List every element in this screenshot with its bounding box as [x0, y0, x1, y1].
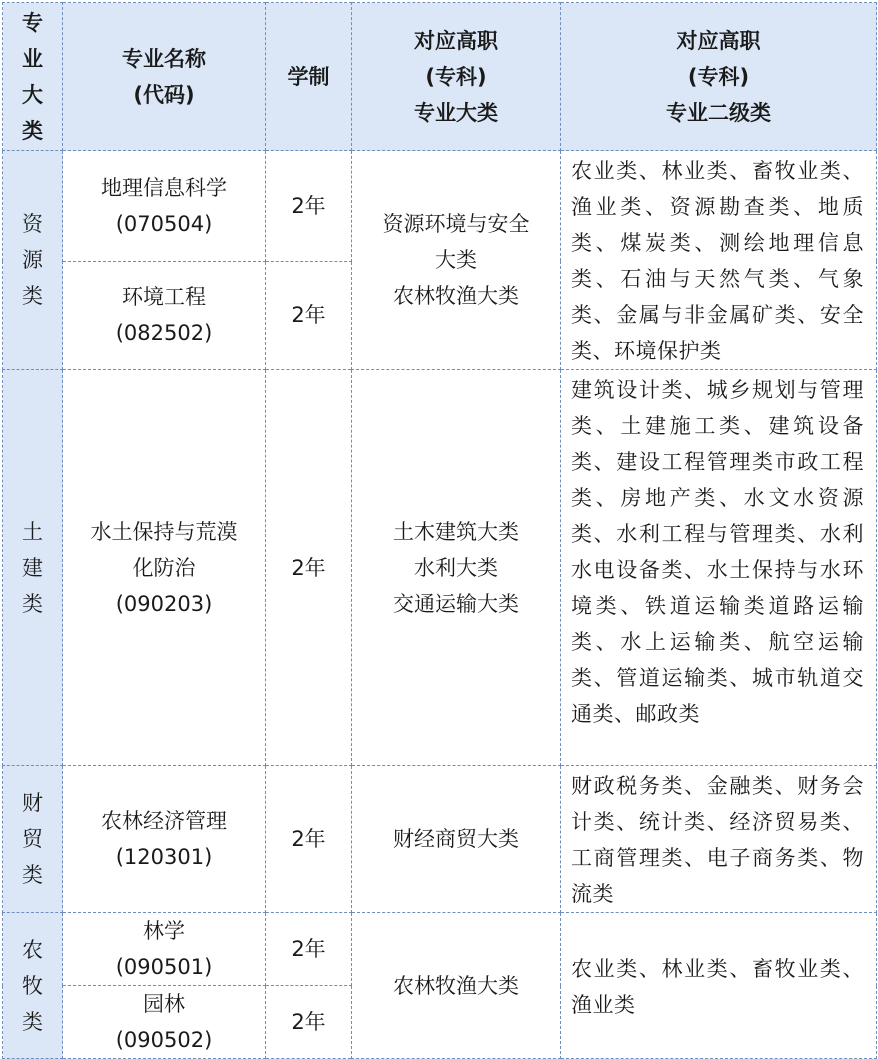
table-row: [3, 766, 877, 913]
major-cell: 园林 (090502): [63, 986, 266, 1059]
sub-class-cell: 建筑设计类、城乡规划与管理类、土建施工类、建筑设备类、建设工程管理类市政工程类、房地产类、水文水资源类、水利工程与管理类、水利水电设备类、水土保持与水环境类、铁道运输类道路运输类、水上运输类、航空运输类、管道运输类、城市轨道交通类、邮政类: [561, 370, 877, 766]
header-major: 专业名称 (代码): [63, 3, 266, 151]
major-mapping-table: [2, 2, 877, 1059]
category-cell-resources: 资源类: [3, 151, 63, 370]
header-row: [3, 3, 877, 151]
header-vocational-major-class: 对应高职 (专科) 专业大类: [352, 3, 561, 151]
header-category: 专业大类: [3, 3, 63, 151]
category-cell-agriculture: 农牧类: [3, 913, 63, 1059]
sub-class-cell: 财政税务类、金融类、财务会计类、统计类、经济贸易类、工商管理类、电子商务类、物流类: [561, 766, 877, 913]
sub-class-cell: 农业类、林业类、畜牧业类、渔业类、资源勘查类、地质类、煤炭类、测绘地理信息类、石油与天然气类、气象类、金属与非金属矿类、安全类、环境保护类: [561, 151, 877, 370]
major-cell: 环境工程 (082502): [63, 261, 266, 370]
table-row: [3, 151, 877, 262]
sub-class-cell: 农业类、林业类、畜牧业类、渔业类: [561, 913, 877, 1059]
duration-cell: 2年: [266, 261, 352, 370]
duration-cell: 2年: [266, 151, 352, 262]
major-cell: 林学 (090501): [63, 913, 266, 986]
duration-cell: 2年: [266, 913, 352, 986]
table-row: [3, 370, 877, 766]
duration-cell: 2年: [266, 766, 352, 913]
header-vocational-sub-class: 对应高职 (专科) 专业二级类: [561, 3, 877, 151]
major-class-cell: 财经商贸大类: [352, 766, 561, 913]
duration-cell: 2年: [266, 986, 352, 1059]
major-cell: 地理信息科学 (070504): [63, 151, 266, 262]
header-duration: 学制: [266, 3, 352, 151]
category-cell-civil: 土建类: [3, 370, 63, 766]
major-class-cell: 农林牧渔大类: [352, 913, 561, 1059]
major-class-cell: 资源环境与安全 大类 农林牧渔大类: [352, 151, 561, 370]
major-cell: 农林经济管理 (120301): [63, 766, 266, 913]
duration-cell: 2年: [266, 370, 352, 766]
major-cell: 水土保持与荒漠 化防治 (090203): [63, 370, 266, 766]
major-class-cell: 土木建筑大类 水利大类 交通运输大类: [352, 370, 561, 766]
category-cell-finance: 财贸类: [3, 766, 63, 913]
table-row: [3, 913, 877, 986]
